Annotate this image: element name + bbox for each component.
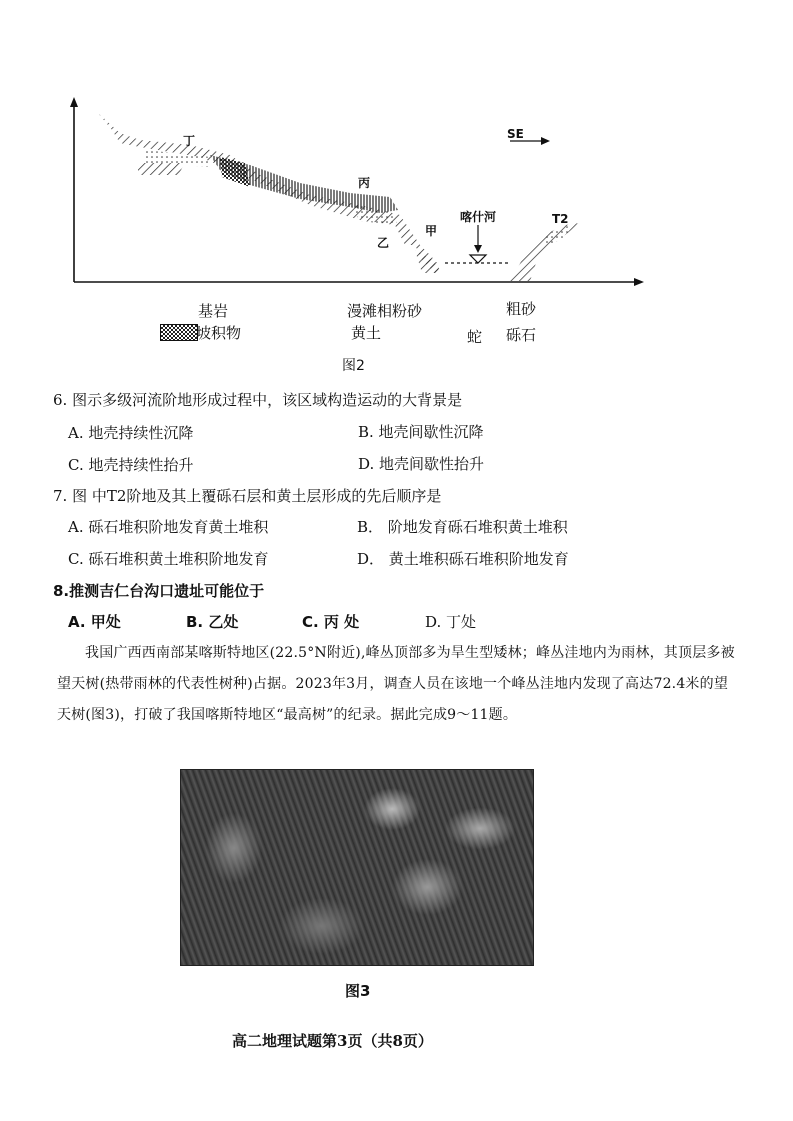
label-river: 喀什河 [460,210,497,224]
legend-loess: 黄土 [351,324,382,342]
passage-text: 我国广西西南部某喀斯特地区(22.5°N附近),峰丛顶部多为旱生型矮林；峰丛洼地内为雨林，其顶层多被望天树(热带雨林的代表性树种)占据。2023年3月，调查人员在该地一个峰丛洼地内发现了高达72.4米的望天树(图3)，打破了我国喀斯特地区“最高树”的纪录。据此完成9～11题。 [57,645,735,723]
colluvium-block [220,157,250,187]
legend-snake: 蛇 [467,328,483,346]
label-jia: 甲 [425,224,438,238]
question-8-option-b: B. 乙处 [186,613,239,631]
legend-gravel: 砾石 [506,326,537,344]
question-7-option-b: B． 阶地发育砾石堆积黄土堆积 [357,518,568,536]
label-bing: 丙 [358,176,371,190]
terrace-profile-diagram [60,95,650,295]
page-footer: 高二地理试题第3页（共8页） [232,1032,433,1050]
river-marker [470,255,486,263]
question-7-option-a: A. 砾石堆积阶地发育黄土堆积 [68,518,269,536]
question-8-option-a: A. 甲处 [68,613,121,631]
legend-floodplain-silt: 漫滩相粉砂 [347,302,423,320]
legend-bedrock: 基岩 [198,302,229,320]
label-yi: 乙 [377,236,390,250]
question-8-option-d: D. 丁处 [425,613,477,631]
label-direction: SE [507,127,524,141]
figure3-caption: 图3 [345,982,371,1000]
question-6-option-d: D. 地壳间歇性抬升 [358,455,485,473]
question-6-option-c: C. 地壳持续性抬升 [68,456,194,474]
question-7-stem: 7. 图 中T2阶地及其上覆砾石层和黄土层形成的先后顺序是 [53,487,442,505]
question-7-option-d: D． 黄土堆积砾石堆积阶地发育 [357,550,569,568]
legend-coarse-sand: 粗砂 [506,300,537,318]
bedrock-right [510,223,580,281]
label-ding: 丁 [183,134,196,148]
question-6-option-a: A. 地壳持续性沉降 [68,424,194,442]
question-7-option-c: C. 砾石堆积黄土堆积阶地发育 [68,550,269,568]
label-t2: T2 [552,212,569,226]
question-8-option-c: C. 丙 处 [302,613,360,631]
question-6-stem: 6. 图示多级河流阶地形成过程中，该区域构造运动的大背景是 [53,391,463,409]
tree-photo [180,769,534,966]
legend-colluvium: 坡积物 [196,324,242,342]
question-8-stem: 8.推测吉仁台沟口遗址可能位于 [53,582,265,600]
colluvium-swatch [160,324,198,341]
question-6-option-b: B. 地壳间歇性沉降 [358,423,484,441]
figure2-caption: 图2 [342,358,365,374]
